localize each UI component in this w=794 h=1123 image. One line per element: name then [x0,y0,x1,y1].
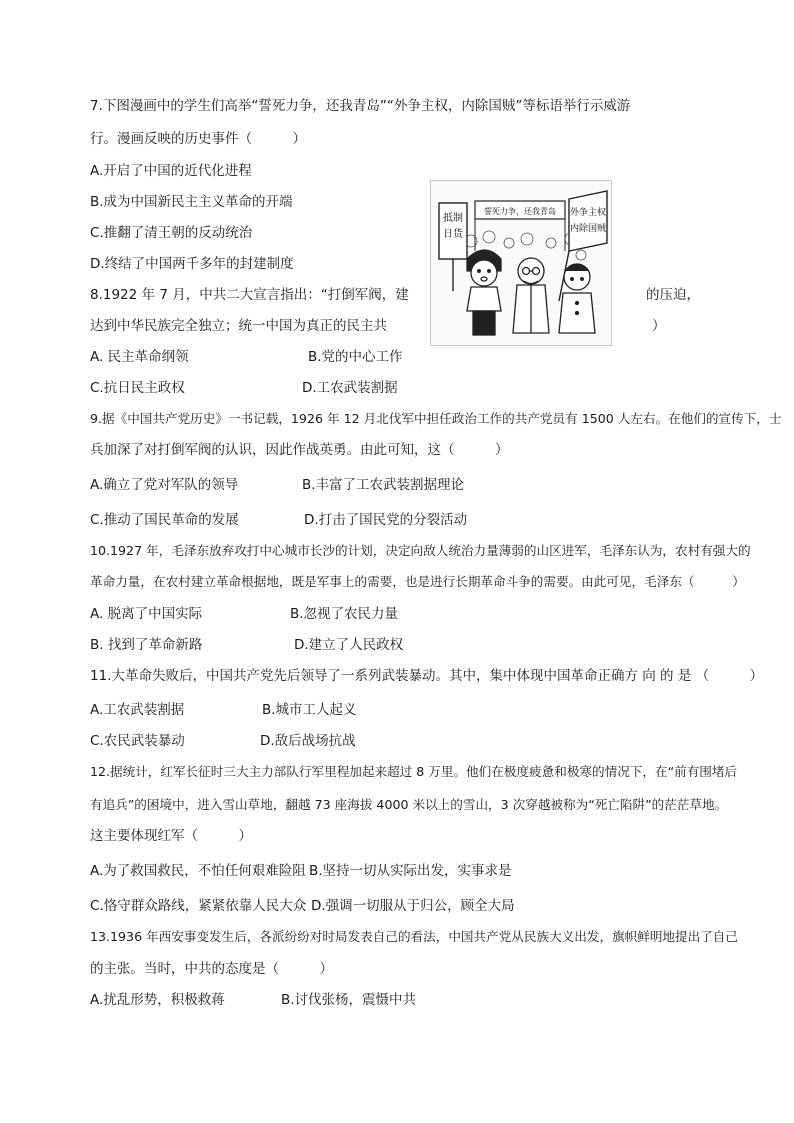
q7-option-a[interactable]: A.开启了中国的近代化进程 [90,163,252,179]
q12-option-d[interactable]: D.强调一切服从于归公，顾全大局 [311,898,515,914]
q12-option-a[interactable]: A.为了救国救民，不怕任何艰难险阻 [90,863,306,879]
q8-stem-line2-right: ） [652,318,666,334]
q7-option-d[interactable]: D.终结了中国两千多年的封建制度 [90,256,294,272]
q11-option-c[interactable]: C.农民武装暴动 [90,733,185,749]
q12-option-b[interactable]: B.坚持一切从实际出发，实事求是 [309,863,512,879]
q8-option-c[interactable]: C.抗日民主政权 [90,380,185,396]
svg-text:内除国贼: 内除国贼 [569,224,607,234]
q9-stem-line2: 兵加深了对打倒军阀的认识，因此作战英勇。由此可知，这（ ） [90,442,509,458]
q13-option-a[interactable]: A.扰乱形势，积极救蒋 [90,992,225,1008]
q11-stem-line1: 11.大革命失败后，中国共产党先后领导了一系列武装暴动。其中，集中体现中国革命正确方 向 的 是 （ ） [90,668,764,684]
q7-option-c[interactable]: C.推翻了清王朝的反动统治 [90,225,253,241]
banner-middle [475,201,565,251]
q8-option-b[interactable]: B.党的中心工作 [308,349,403,365]
q13-stem-line2: 的主张。当时，中共的态度是（ ） [90,961,333,977]
q11-option-b[interactable]: B.城市工人起义 [262,702,357,718]
banner-left [439,203,467,291]
q11-option-a[interactable]: A.工农武装割据 [90,702,185,718]
q10-option-d[interactable]: D.建立了人民政权 [294,637,404,653]
q7-stem-line1: 7.下图漫画中的学生们高举“誓死力争，还我青岛”“外争主权，内除国贼”等标语举行示威游 [90,98,631,114]
protest-cartoon-image [430,180,612,346]
q7-stem-line2: 行。漫画反映的历史事件（ ） [90,131,306,147]
svg-text:日货: 日货 [443,229,463,240]
q13-option-b[interactable]: B.讨伐张杨，震慑中共 [281,992,417,1008]
q12-stem-line1: 12.据统计，红军长征时三大主力部队行军里程加起来超过 8 万里。他们在极度疲惫和极寒的情况下，在“前有围堵后 [90,764,738,779]
q12-stem-line2: 有追兵”的困境中，进入雪山草地，翻越 73 座海拔 4000 米以上的雪山，3 次穿越被称为“死亡陷阱”的茫茫草地。 [90,797,728,812]
q10-option-a[interactable]: A. 脱离了中国实际 [90,606,203,622]
q11-option-d[interactable]: D.敌后战场抗战 [260,733,356,749]
q10-stem-line2: 革命力量，在农村建立革命根据地，既是军事上的需要，也是进行长期革命斗争的需要。由此可见，毛泽东（ ） [90,574,745,589]
q10-option-c[interactable]: B. 找到了革命新路 [90,637,203,653]
q9-stem-line1: 9.据《中国共产党历史》一书记载，1926 年 12 月北伐军中担任政治工作的共产党员有 1500 人左右。在他们的宣传下，士 [90,411,782,426]
q8-option-a[interactable]: A. 民主革命纲领 [90,349,189,365]
q12-option-c[interactable]: C.恪守群众路线，紧紧依靠人民大众 [90,898,307,914]
q9-option-c[interactable]: C.推动了国民革命的发展 [90,512,239,528]
q8-stem-line1-right: 的压迫， [646,287,700,303]
q8-option-d[interactable]: D.工农武装割据 [302,380,398,396]
q9-option-a[interactable]: A.确立了党对军队的领导 [90,477,239,493]
q8-stem-line1-left: 8.1922 年 7 月，中共二大宣言指出：“打倒军阀，建 [90,287,409,303]
q9-option-d[interactable]: D.打击了国民党的分裂活动 [304,512,468,528]
q7-option-b[interactable]: B.成为中国新民主主义革命的开端 [90,194,293,210]
svg-text:外争主权: 外争主权 [569,208,607,218]
svg-text:抵制: 抵制 [443,213,463,224]
q10-option-b[interactable]: B.忽视了农民力量 [290,606,399,622]
q12-stem-line3: 这主要体现红军（ ） [90,828,252,844]
q8-stem-line2-left: 达到中华民族完全独立；统一中国为真正的民主共 [90,318,387,334]
svg-text:誓死力争，还我青岛: 誓死力争，还我青岛 [484,207,556,216]
q10-stem-line1: 10.1927 年，毛泽东放弃攻打中心城市长沙的计划，决定向敌人统治力量薄弱的山区进军，毛泽东认为，农村有强大的 [90,543,751,558]
q13-stem-line1: 13.1936 年西安事变发生后，各派纷纷对时局发表自己的看法，中国共产党从民族大义出发，旗帜鲜明地提出了自己 [90,929,738,944]
q9-option-b[interactable]: B.丰富了工农武装割据理论 [302,477,465,493]
